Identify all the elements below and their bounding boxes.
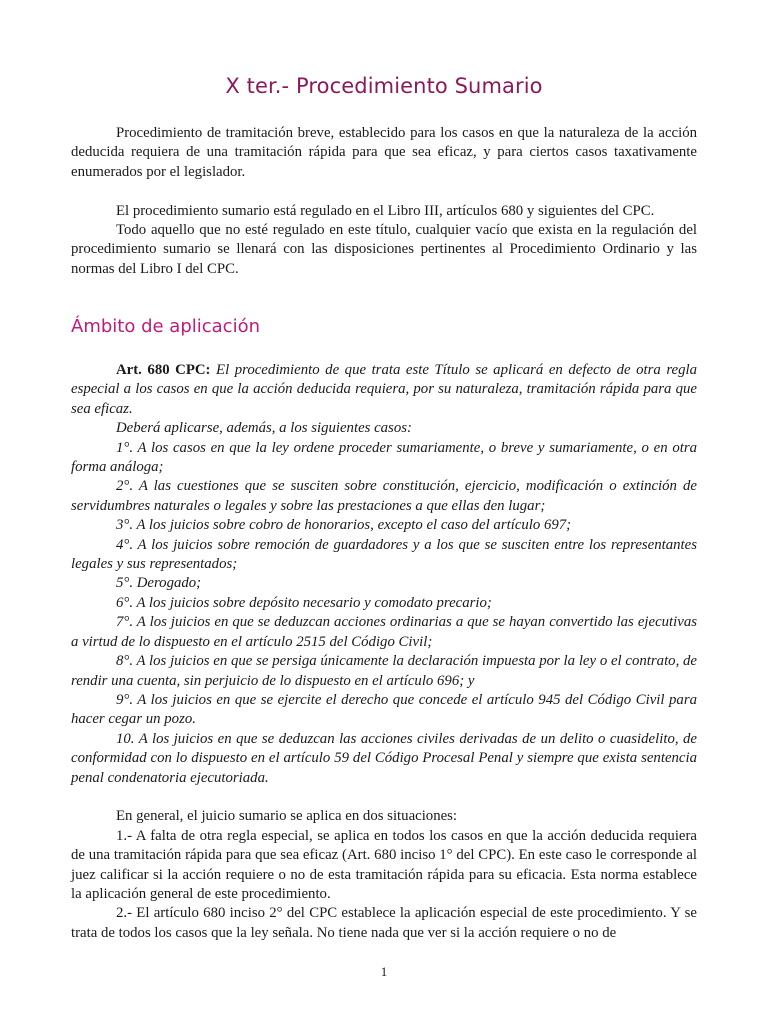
article-text: El procedimiento de que trata este Título se aplicará en defecto de otra regla especial a los casos en que la acción deducida requiera, por su naturaleza, tramitación rápida para que sea eficaz. bbox=[71, 362, 698, 417]
intro-paragraph-3: Todo aquello que no esté regulado en este título, cualquier vacío que exista en la regulación del procedimiento sumario se llenará con las disposiciones pertinentes al Procedimiento Ordinario y las normas del Libro I del CPC. bbox=[71, 222, 697, 277]
intro-paragraph-2: El procedimiento sumario está regulado en el Libro III, artículos 680 y siguientes del CPC. bbox=[116, 202, 655, 219]
spacer bbox=[71, 788, 697, 807]
article-item: 5°. Derogado; bbox=[116, 575, 202, 592]
document-title: X ter.- Procedimiento Sumario bbox=[225, 74, 543, 98]
article-item: 7°. A los juicios en que se deduzcan acciones ordinarias a que se hayan convertido las ejecutivas a virtud de lo dispuesto en el artículo 2515 del Código Civil; bbox=[71, 614, 697, 650]
intro-paragraph-1: Procedimiento de tramitación breve, establecido para los casos en que la naturaleza de la acción deducida requiera de una tramitación rápida para que sea eficaz, y para ciertos casos taxativamente enumerados por el legislador. bbox=[71, 125, 697, 180]
spacer bbox=[71, 182, 697, 201]
article-item: 4°. A los juicios sobre remoción de guardadores y a los que se susciten entre los representantes legales y sus representados; bbox=[71, 536, 697, 573]
article-item: 8°. A los juicios en que se persiga únicamente la declaración impuesta por la ley o el contrato, de rendir una cuenta, sin perjuicio de lo dispuesto en el artículo 696; y bbox=[71, 653, 697, 689]
article-label: Art. 680 CPC: bbox=[116, 362, 211, 378]
article-item: 9°. A los juicios en que se ejercite el derecho que concede el artículo 945 del Código Civil para hacer cegar un pozo. bbox=[71, 691, 697, 728]
article-item: 3°. A los juicios sobre cobro de honorarios, excepto el caso del artículo 697; bbox=[116, 517, 572, 534]
article-lead: Deberá aplicarse, además, a los siguientes casos: bbox=[116, 420, 412, 437]
general-situation-1: 1.- A falta de otra regla especial, se aplica en todos los casos en que la acción deducida requiera de una tramitación rápida para que sea eficaz (Art. 680 inciso 1° del CPC). En este caso le corresponde al juez calificar si la acción requiere o no de esta tramitación rápida para su eficacia. Esta norma establece la aplicación general de este procedimiento. bbox=[71, 827, 697, 902]
page-number: 1 bbox=[380, 964, 388, 979]
intro-section bbox=[71, 124, 697, 279]
general-situation-2: 2.- El artículo 680 inciso 2° del CPC establece la aplicación especial de este procedimiento. Y se trata de todos los casos que la ley señala. No tiene nada que ver si la acción requiere o no de bbox=[71, 905, 697, 941]
article-section bbox=[71, 361, 697, 943]
general-lead: En general, el juicio sumario se aplica en dos situaciones: bbox=[116, 808, 458, 825]
section-heading: Ámbito de aplicación bbox=[71, 316, 260, 337]
article-item: 2°. A las cuestiones que se susciten sobre constitución, ejercicio, modificación o extinción de servidumbres naturales o legales y sobre las prestaciones a que ellas den lugar; bbox=[71, 478, 697, 514]
article-item: 10. A los juicios en que se deduzcan las acciones civiles derivadas de un delito o cuasidelito, de conformidad con lo dispuesto en el artículo 59 del Código Procesal Penal y siempre que exista sentencia penal condenatoria ejecutoriada. bbox=[71, 730, 697, 786]
article-item: 1°. A los casos en que la ley ordene proceder sumariamente, o breve y sumariamente, o en otra forma análoga; bbox=[71, 439, 697, 476]
article-680-paragraph bbox=[71, 361, 697, 419]
article-item: 6°. A los juicios sobre depósito necesario y comodato precario; bbox=[116, 594, 492, 611]
